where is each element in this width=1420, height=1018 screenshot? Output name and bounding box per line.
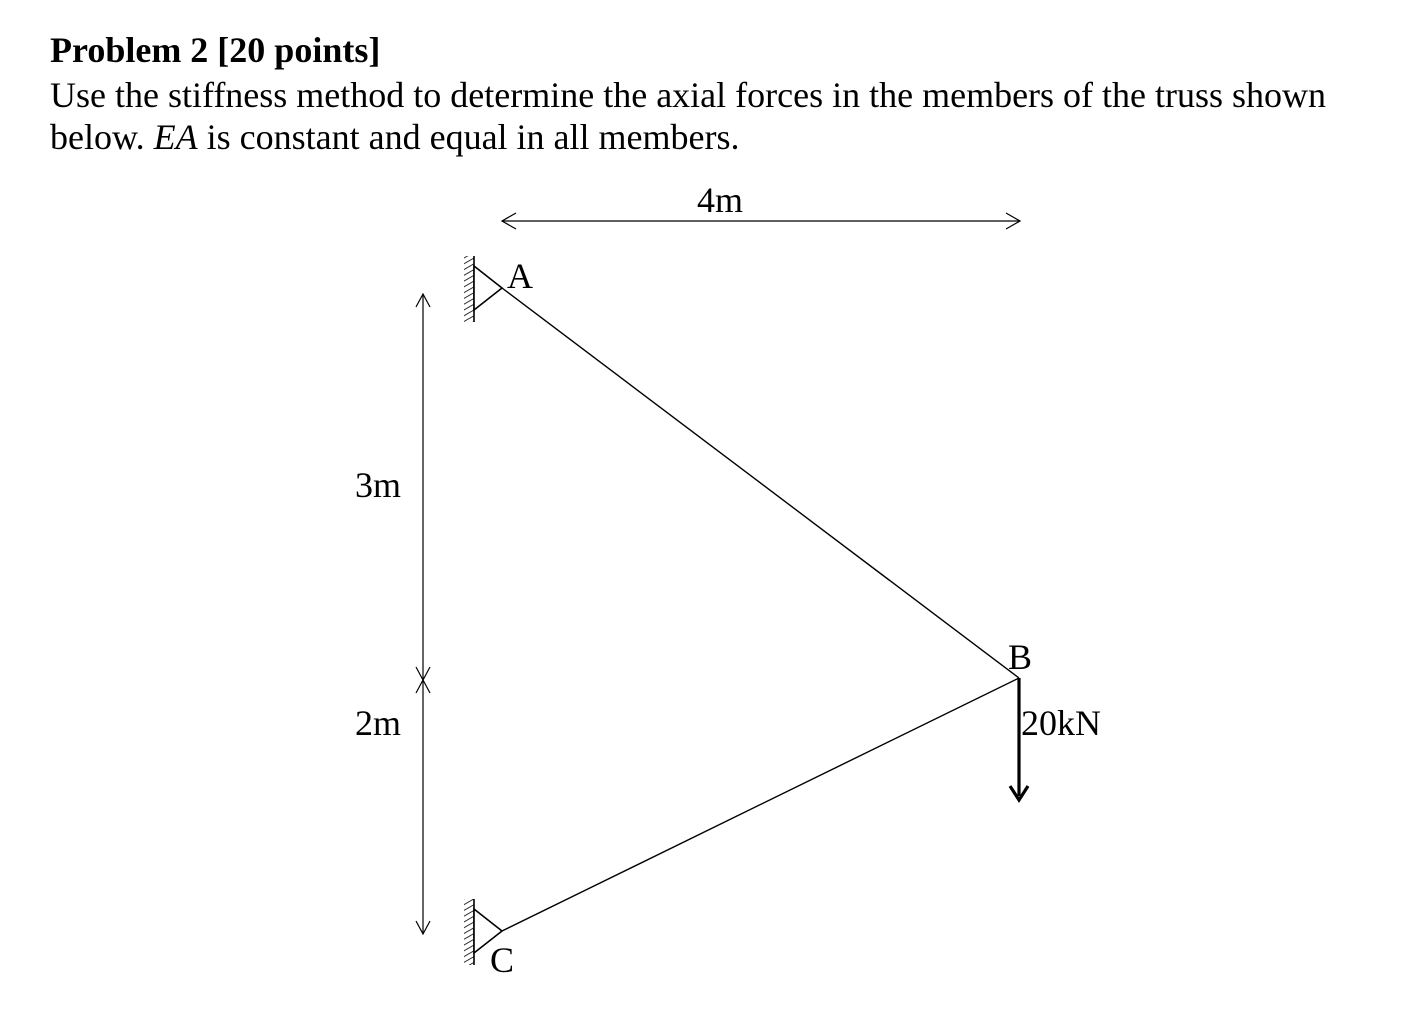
vertical-dimension-lower-label: 2m	[354, 703, 402, 743]
statement-line-2-start: below.	[50, 117, 154, 157]
statement-line-1: Use the stiffness method to determine the axial forces in the members of the truss shown	[50, 75, 1327, 115]
load-label: 20kN	[1021, 703, 1101, 743]
statement-line-2-end: is constant and equal in all members.	[197, 117, 740, 157]
member-bc	[502, 678, 1019, 931]
horizontal-dimension-label: 4m	[696, 180, 744, 220]
node-b-label: B	[1008, 637, 1033, 677]
member-ab	[502, 288, 1019, 678]
vertical-dimension	[355, 294, 430, 934]
horizontal-dimension	[502, 180, 1020, 229]
ea-symbol: EA	[153, 117, 198, 157]
node-c-label: C	[490, 940, 515, 980]
problem-title: Problem 2 [20 points]	[50, 30, 381, 70]
node-a-label: A	[507, 256, 533, 296]
load-b	[1010, 678, 1101, 800]
vertical-dimension-upper-label: 3m	[354, 465, 402, 505]
support-a-wall-hatch	[464, 256, 474, 322]
support-a	[464, 256, 502, 322]
support-a-triangle	[474, 266, 502, 310]
support-c-wall-hatch	[464, 899, 474, 965]
